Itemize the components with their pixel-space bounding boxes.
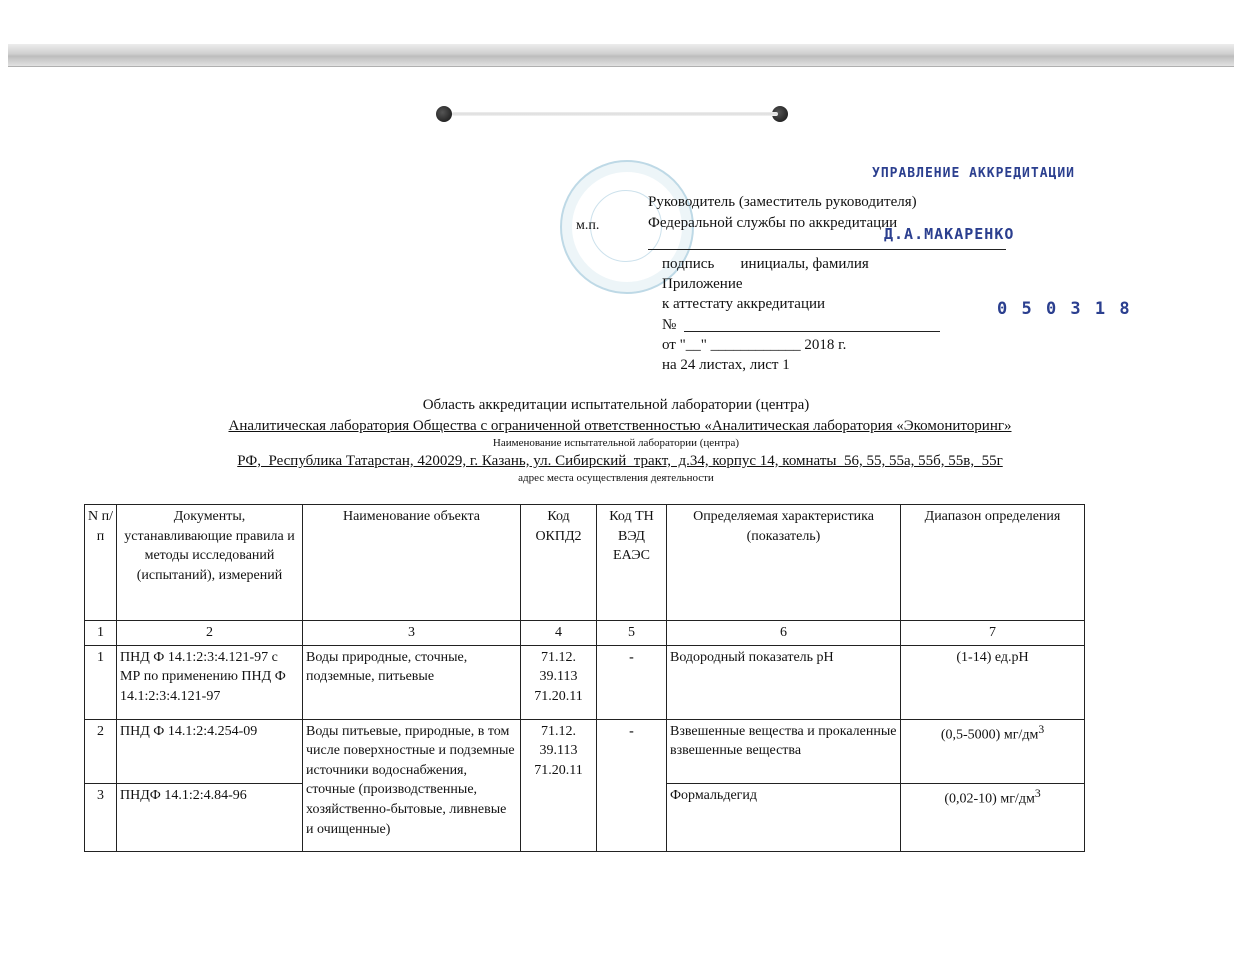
- row-number: 2: [85, 719, 117, 783]
- lab-name: Аналитическая лаборатория Общества с ограниченной ответственностью «Аналитическая лаборатория «Экомониторинг»: [228, 418, 1012, 434]
- row-object: Воды природные, сточные, подземные, питьевые: [303, 645, 521, 719]
- lab-name-caption: Наименование испытательной лаборатории (центра): [492, 437, 740, 449]
- header-range: Диапазон определения: [901, 505, 1085, 621]
- column-number: 4: [521, 621, 597, 646]
- table-row: [85, 645, 1085, 719]
- column-number: 1: [85, 621, 117, 646]
- row-document: ПНДФ 14.1:2:4.84-96: [117, 783, 303, 851]
- certificate-number-stamp: 0 5 0 3 1 8: [997, 299, 1132, 319]
- row-range: (1-14) ед.pH: [901, 645, 1085, 719]
- lab-address: РФ, Республика Татарстан, 420029, г. Казань, ул. Сибирский тракт, д.34, корпус 14, комнаты 56, 55, 55а, 55б, 55в, 55г: [237, 453, 1003, 469]
- header-characteristic: Определяемая характеристика (показатель): [667, 505, 901, 621]
- table-row: [85, 719, 1085, 783]
- header-object: Наименование объекта: [303, 505, 521, 621]
- column-number: 3: [303, 621, 521, 646]
- appendix-label: Приложение: [662, 276, 743, 292]
- accreditation-department-stamp: УПРАВЛЕНИЕ АККРЕДИТАЦИИ: [872, 166, 1076, 181]
- row-range: [901, 783, 1085, 851]
- signer-role-line1: Руководитель (заместитель руководителя): [648, 194, 917, 210]
- row-range-unit-power: 3: [1038, 722, 1045, 736]
- row-tnved: -: [597, 719, 667, 851]
- signature-caption: подпись инициалы, фамилия: [662, 256, 869, 272]
- row-okpd2: 71.12. 39.113 71.20.11: [521, 645, 597, 719]
- binding-thread: [452, 112, 778, 116]
- row-range: [901, 719, 1085, 783]
- row-number: 1: [85, 645, 117, 719]
- column-number: 6: [667, 621, 901, 646]
- binding-hole-left: [436, 106, 452, 122]
- row-range-value: (0,5-5000) мг/дм: [940, 727, 1039, 743]
- signer-role-line2: Федеральной службы по аккредитации: [648, 215, 898, 231]
- row-range-unit-power: 3: [1034, 786, 1041, 800]
- column-number: 5: [597, 621, 667, 646]
- row-range-value: (0,02-10) мг/дм: [944, 791, 1035, 807]
- number-label: №: [662, 317, 677, 333]
- number-line: [684, 331, 940, 332]
- column-number-row: [85, 621, 1085, 646]
- row-characteristic: Водородный показатель pH: [667, 645, 901, 719]
- table-header-row: [85, 505, 1085, 621]
- document-title: Область аккредитации испытательной лаборатории (центра): [422, 397, 810, 413]
- row-document: ПНД Ф 14.1:2:4.254-09: [117, 719, 303, 783]
- date-line: от "__" ____________ 2018 г.: [662, 337, 847, 353]
- row-okpd2: 71.12. 39.113 71.20.11: [521, 719, 597, 851]
- row-tnved: -: [597, 645, 667, 719]
- row-characteristic: Формальдегид: [667, 783, 901, 851]
- certificate-label: к аттестату аккредитации: [662, 296, 826, 312]
- lab-address-caption: адрес места осуществления деятельности: [518, 472, 714, 484]
- header-documents: Документы, устанавливающие правила и методы исследований (испытаний), измерений: [117, 505, 303, 621]
- signer-name-stamp: Д.А.МАКАРЕНКО: [884, 225, 1015, 243]
- header-tnved: Код ТН ВЭД ЕАЭС: [597, 505, 667, 621]
- scanner-edge: [8, 44, 1234, 67]
- signature-line: [648, 249, 1006, 250]
- row-number: 3: [85, 783, 117, 851]
- seal-place-label: м.п.: [576, 218, 600, 233]
- column-number: 2: [117, 621, 303, 646]
- header-number: N п/п: [85, 505, 117, 621]
- sheets-info: на 24 листах, лист 1: [662, 357, 790, 373]
- column-number: 7: [901, 621, 1085, 646]
- row-object: Воды питьевые, природные, в том числе поверхностные и подземные источники водоснабжения, сточные (производственные, хозяйственно-бытовые, ливневые и очищенные): [303, 719, 521, 851]
- header-okpd2: Код ОКПД2: [521, 505, 597, 621]
- accreditation-scope-table: [84, 504, 1085, 852]
- row-document: ПНД Ф 14.1:2:3:4.121-97 с МР по применению ПНД Ф 14.1:2:3:4.121-97: [117, 645, 303, 719]
- row-characteristic: Взвешенные вещества и прокаленные взвешенные вещества: [667, 719, 901, 783]
